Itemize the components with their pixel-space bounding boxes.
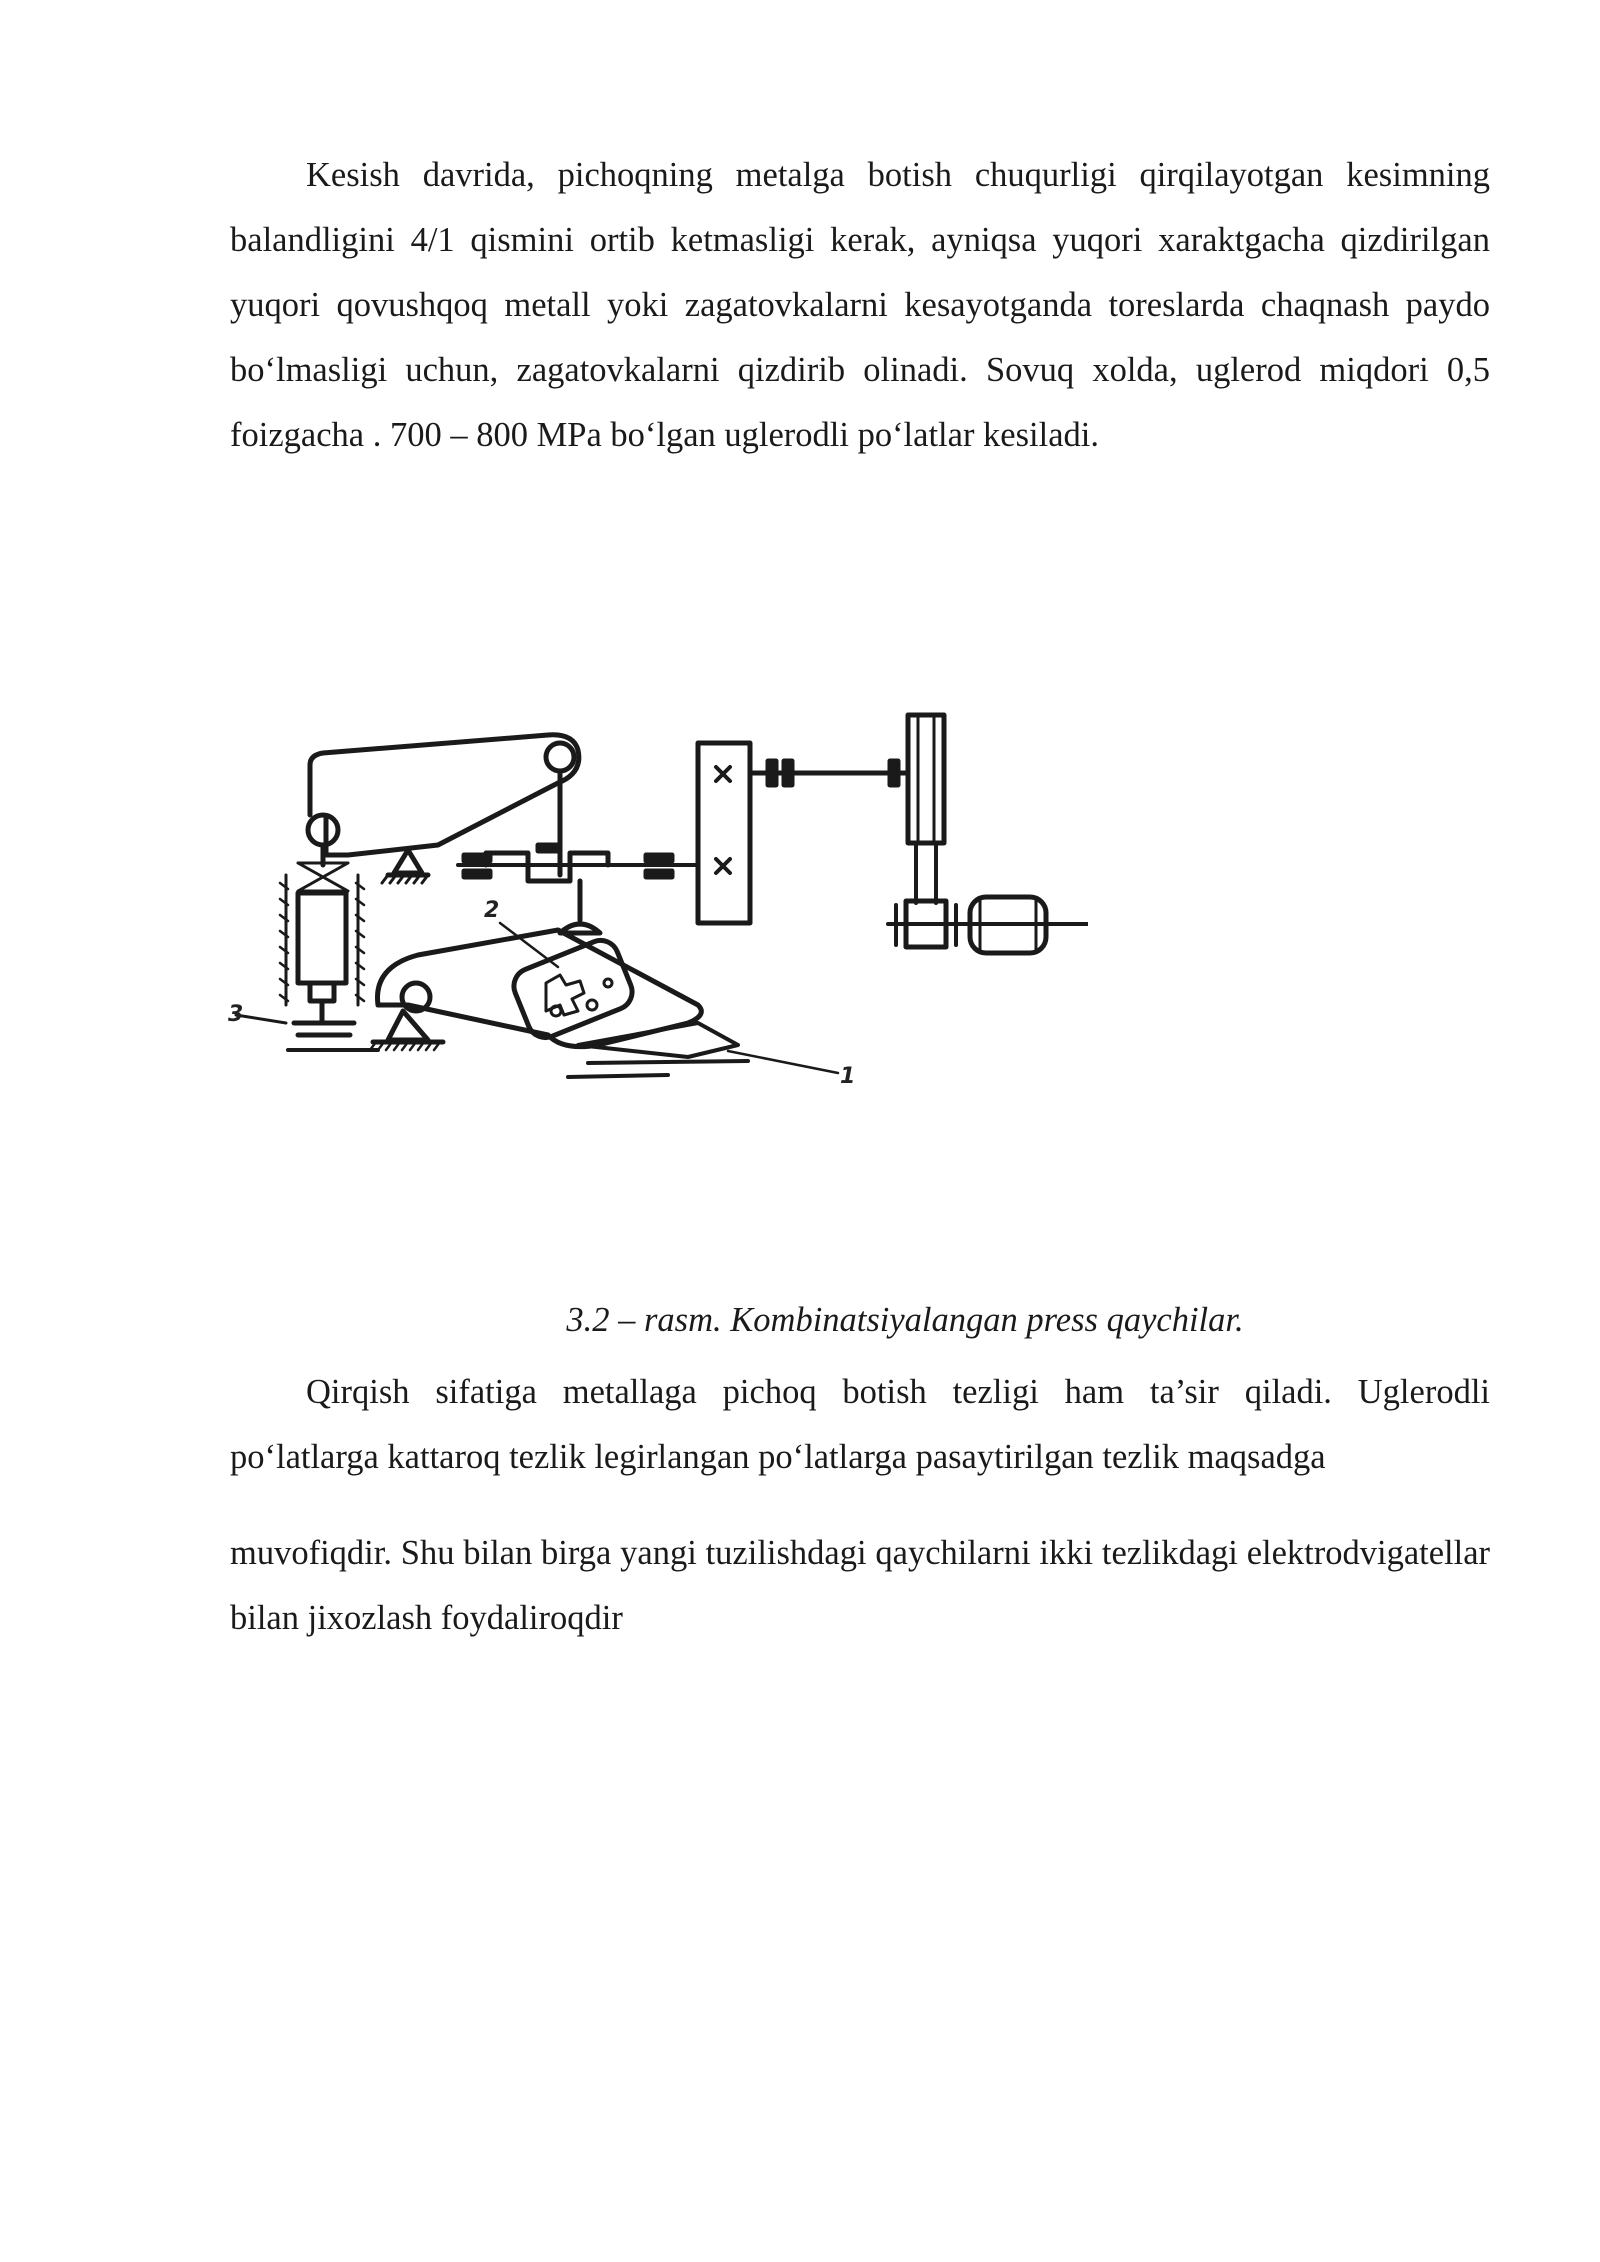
paragraph-2 [230,1360,1490,1490]
paragraph-3: muvofiqdir. Shu bilan birga yangi tuzilishdagi qaychilarni ikki tezlikdagi elektrodvigatellar bilan jixozlash foydaliroqdir [230,1534,1490,1637]
mechanism-drawing [228,705,1088,1105]
label-1: 1 [840,1064,856,1089]
paragraph-2-text: Qirqish sifatiga metallaga pichoq botish tezligi ham ta’sir qiladi. Uglerodli po‘latlarga kattaroq tezlik legirlangan po‘latlarga pasaytirilgan tezlik maqsadga [230,1373,1490,1476]
paragraph-1 [230,143,1490,468]
label-2: 2 [484,898,500,923]
figure-caption: 3.2 – rasm. Kombinatsiyalangan press qaychilar. [566,1301,1244,1339]
paragraph-1-text: Kesish davrida, pichoqning metalga botish chuqurligi qirqilayotgan kesimning balandligini 4/1 qismini ortib ketmasligi kerak, ayniqsa yuqori xaraktgacha qizdirilgan yuqori qovushqoq metall yoki zagatovkalarni kesayotganda toreslarda chaqnash paydo bo‘lmasligi uchun, zagatovkalarni qizdirib olinadi. Sovuq xolda, uglerod miqdori 0,5 foizgacha . 700 – 800 MPa bo‘lgan uglerodli po‘latlar kesiladi. [230,156,1490,454]
press-shears-diagram [228,705,1088,1105]
label-3: 3 [228,1002,244,1027]
